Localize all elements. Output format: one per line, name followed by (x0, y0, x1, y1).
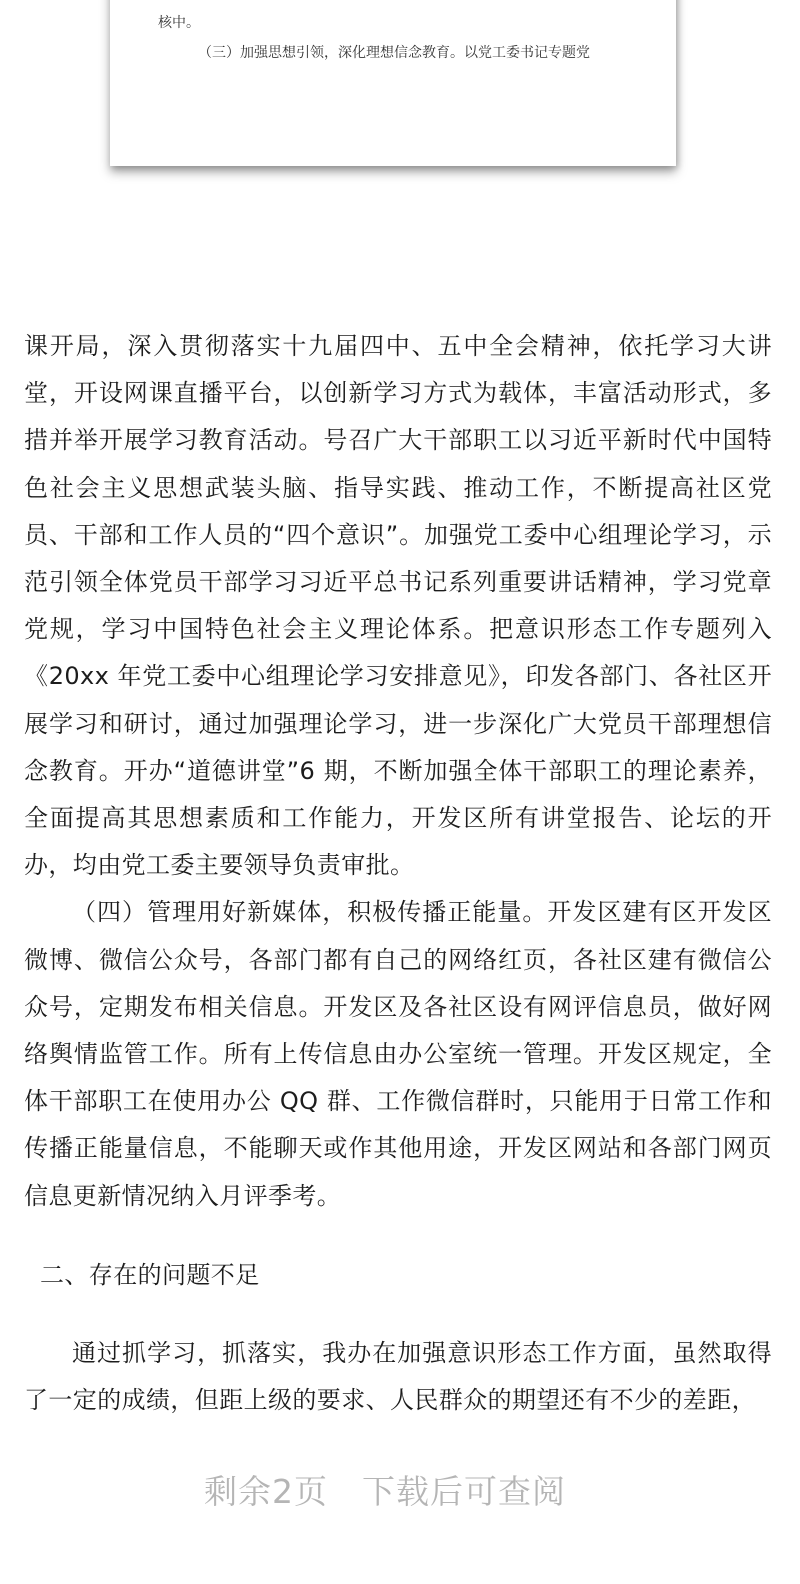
preview-line-1: 核中。 (158, 15, 200, 31)
body-paragraph-1: 课开局，深入贯彻落实十九届四中、五中全会精神，依托学习大讲堂，开设网课直播平台，以创新学习方式为载体，丰富活动形式，多措并举开展学习教育活动。号召广大干部职工以习近平新时代中国特色社会主义思想武装头脑、指导实践、推动工作，不断提高社区党员、干部和工作人员的“四个意识”。加强党工委中心组理论学习，示范引领全体党员干部学习习近平总书记系列重要讲话精神，学习党章党规，学习中国特色社会主义理论体系。把意识形态工作专题列入《20xx 年党工委中心组理论学习安排意见》，印发各部门、各社区开展学习和研讨，通过加强理论学习，进一步深化广大党员干部理想信念教育。开办“道德讲堂”6 期，不断加强全体干部职工的理论素养，全面提高其思想素质和工作能力，开发区所有讲堂报告、论坛的开办，均由党工委主要领导负责审批。 (24, 332, 772, 880)
download-notice[interactable]: 剩余2页 下载后可查阅 (204, 1472, 566, 1511)
section-heading-problems: 二、存在的问题不足 (40, 1261, 260, 1289)
problems-section-text (24, 1330, 772, 1424)
body-paragraph-2: （四）管理用好新媒体，积极传播正能量。开发区建有区开发区微博、微信公众号，各部门都有自己的网络红页，各社区建有微信公众号，定期发布相关信息。开发区及各社区设有网评信息员，做好网络舆情监管工作。所有上传信息由办公室统一管理。开发区规定，全体干部职工在使用办公 QQ 群、工作微信群时，只能用于日常工作和传播正能量信息，不能聊天或作其他用途，开发区网站和各部门网页信息更新情况纳入月评季考。 (24, 898, 772, 1210)
preview-line-2: （三）加强思想引领，深化理想信念教育。以党工委书记专题党 (198, 45, 590, 61)
document-body (24, 323, 772, 1220)
problems-paragraph: 通过抓学习，抓落实，我办在加强意识形态工作方面，虽然取得了一定的成绩，但距上级的要求、人民群众的期望还有不少的差距， (24, 1339, 772, 1415)
previous-page-preview (110, 0, 676, 166)
